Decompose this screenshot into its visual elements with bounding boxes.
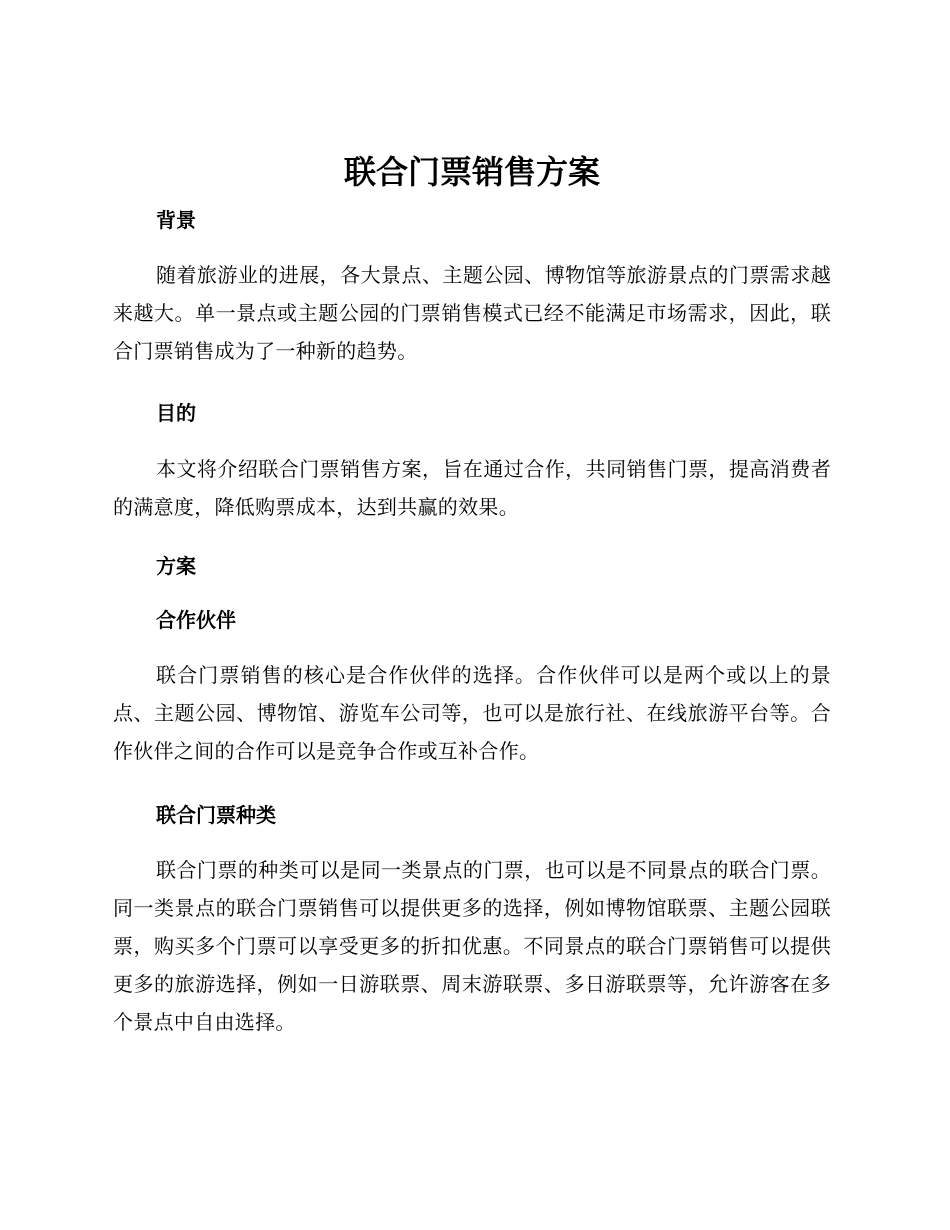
section-paragraph-background: 随着旅游业的进展，各大景点、主题公园、博物馆等旅游景点的门票需求越来越大。单一景点或主题公园的门票销售模式已经不能满足市场需求，因此，联合门票销售成为了一种新的趋势。 <box>113 263 831 363</box>
section-heading-ticket-types: 联合门票种类 <box>156 803 276 827</box>
section-heading-partners: 合作伙伴 <box>156 608 236 632</box>
section-heading-background: 背景 <box>156 208 196 232</box>
section-heading-purpose: 目的 <box>156 401 196 425</box>
section-heading-plan: 方案 <box>156 554 196 578</box>
section-paragraph-partners: 联合门票销售的核心是合作伙伴的选择。合作伙伴可以是两个或以上的景点、主题公园、博物馆、游览车公司等，也可以是旅行社、在线旅游平台等。合作伙伴之间的合作可以是竞争合作或互补合作。 <box>113 663 831 763</box>
document-title: 联合门票销售方案 <box>343 153 600 191</box>
section-paragraph-ticket-types: 联合门票的种类可以是同一类景点的门票，也可以是不同景点的联合门票。同一类景点的联合门票销售可以提供更多的选择，例如博物馆联票、主题公园联票，购买多个门票可以享受更多的折扣优惠。不同景点的联合门票销售可以提供更多的旅游选择，例如一日游联票、周末游联票、多日游联票等，允许游客在多个景点中自由选择。 <box>113 858 831 1034</box>
section-paragraph-purpose: 本文将介绍联合门票销售方案，旨在通过合作，共同销售门票，提高消费者的满意度，降低购票成本，达到共赢的效果。 <box>113 457 831 519</box>
